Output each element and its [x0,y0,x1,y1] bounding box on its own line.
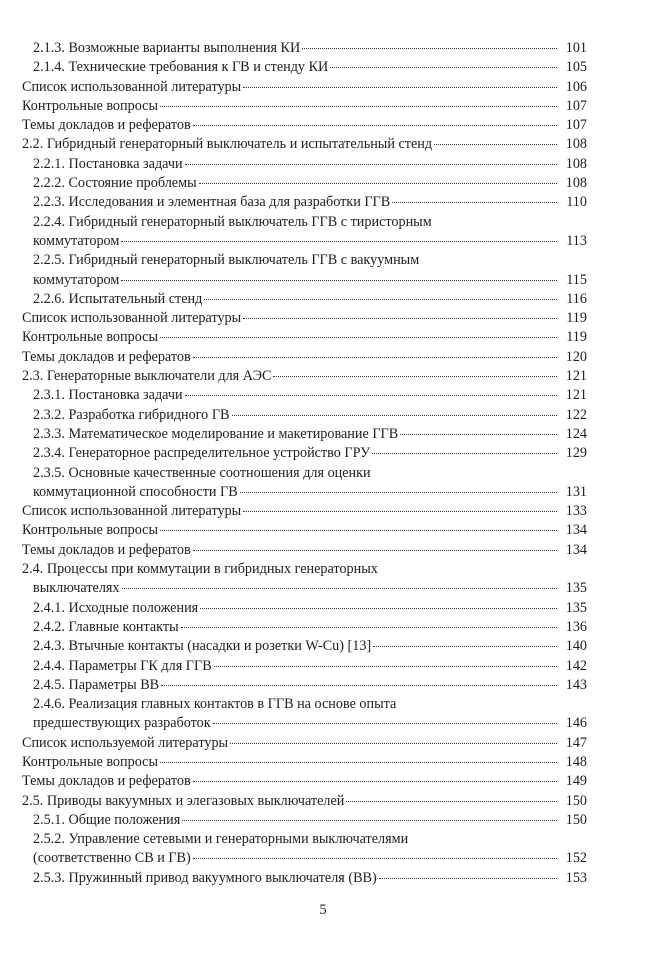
dot-leader [204,299,557,300]
toc-entry-title: предшествующих разработок [33,715,211,732]
toc-entry-page: 113 [566,232,587,249]
dot-leader [185,395,557,396]
dot-leader [346,801,557,802]
toc-entry [22,811,587,830]
toc-entry [22,849,587,868]
dot-leader [373,646,557,647]
toc-entry [22,753,587,772]
toc-entry [22,869,587,888]
toc-entry-title: 2.1.3. Возможные варианты выполнения КИ [33,40,301,56]
dot-leader [372,453,557,454]
toc-entry-title: 2.5.3. Пружинный привод вакуумного выключателя (ВВ) [33,869,377,886]
toc-entry [22,599,587,618]
toc-entry-title: 2.4.5. Параметры ВВ [33,676,160,693]
dot-leader [182,820,557,821]
toc-entry [22,734,587,753]
toc-entry-page: 107 [565,97,587,114]
toc-entry-page: 152 [565,850,587,867]
toc-entry [22,290,587,309]
toc-entry [22,271,587,290]
dot-leader [161,685,557,686]
dot-leader [302,48,557,49]
toc-entry-title: 2.2.1. Постановка задачи [33,155,183,172]
toc-entry [22,97,587,116]
toc-entry-title: 2.2. Гибридный генераторный выключатель и испытательный стенд [22,136,433,153]
toc-entry-title: выключателях [33,580,120,597]
toc-entry [22,213,587,232]
toc-entry-page: 135 [565,580,587,597]
toc-entry-page: 135 [565,599,587,616]
toc-entry-title: 2.2.4. Гибридный генераторный выключатель ГГВ с тиристорным [33,213,432,230]
dot-leader [392,202,557,203]
toc-entry-title: Контрольные вопросы [22,522,158,539]
toc-entry-title: коммутатором [33,232,120,249]
toc-entry [22,309,587,328]
dot-leader [330,67,557,68]
toc-entry [22,193,587,212]
toc-entry [22,714,587,733]
toc-entry-title: 2.3. Генераторные выключатели для АЭС [22,368,272,385]
toc-entry [22,444,587,463]
toc-entry-page: 150 [565,811,587,828]
dot-leader [230,743,557,744]
toc-entry-title: 2.3.4. Генераторное распределительное устройство ГРУ [33,445,371,462]
dot-leader [160,762,557,763]
dot-leader [434,144,557,145]
dot-leader [193,550,557,551]
toc-entry-page: 108 [565,175,587,192]
toc-entry-title: Темы докладов и рефератов [22,773,191,790]
toc-entry-title: 2.4.2. Главные контакты [33,618,179,635]
toc-entry-title: 2.3.3. Математическое моделирование и макетирование ГГВ [33,425,399,442]
toc-entry-title: Список использованной литературы [22,310,242,327]
dot-leader [232,415,558,416]
toc-entry-title: 2.3.2. Разработка гибридного ГВ [33,406,230,423]
toc-entry-page: 101 [565,40,587,56]
toc-entry-page: 110 [566,194,587,211]
dot-leader [273,376,557,377]
toc-entry [22,348,587,367]
toc-entry-title: 2.4.3. Втычные контакты (насадки и розетки W-Cu) [13] [33,638,372,655]
dot-leader [185,164,557,165]
toc-entry-title: 2.2.3. Исследования и элементная база для разработки ГГВ [33,194,391,211]
toc-entry-page: 149 [565,773,587,790]
toc-entry-page: 148 [565,753,587,770]
toc-entry [22,116,587,135]
toc-entry-title: 2.4. Процессы при коммутации в гибридных генераторных [22,561,378,578]
toc-entry-title: 2.2.2. Состояние проблемы [33,175,197,192]
toc-entry [22,772,587,791]
toc-entry-title: коммутационной способности ГВ [33,483,238,500]
toc-entry [22,464,587,483]
toc-entry [22,792,587,811]
toc-entry-page: 134 [565,522,587,539]
toc-entry-page: 124 [565,425,587,442]
toc-entry [22,657,587,676]
toc-entry [22,135,587,154]
dot-leader [193,781,557,782]
dot-leader [243,511,557,512]
toc-entry-page: 119 [566,310,587,327]
toc-entry-title: (соответственно СВ и ГВ) [33,850,191,867]
toc-entry [22,251,587,270]
toc-entry-title: 2.2.6. Испытательный стенд [33,290,203,307]
dot-leader [121,280,557,281]
toc-entry-page: 150 [565,792,587,809]
dot-leader [199,183,557,184]
toc-entry [22,155,587,174]
toc-entry-page: 131 [565,483,587,500]
toc-entry-title: 2.4.6. Реализация главных контактов в ГГВ на основе опыта [33,696,397,713]
dot-leader [243,87,557,88]
dot-leader [200,608,557,609]
toc-entry-title: Список используемой литературы [22,734,229,751]
toc-entry [22,406,587,425]
toc-entry-page: 134 [565,541,587,558]
dot-leader [400,434,557,435]
toc-entry-page: 106 [565,78,587,95]
toc-entry [22,676,587,695]
dot-leader [122,588,557,589]
dot-leader [379,878,557,879]
toc-entry-title: Контрольные вопросы [22,329,158,346]
toc-entry [22,830,587,849]
toc-entry-page: 146 [565,715,587,732]
toc-entry-title: Список использованной литературы [22,78,242,95]
toc-entry-title: Список использованной литературы [22,503,242,520]
dot-leader [181,627,557,628]
toc-entry-page: 153 [565,869,587,886]
toc-entry-page: 143 [565,676,587,693]
toc-entry-page: 133 [565,503,587,520]
toc-entry [22,579,587,598]
dot-leader [213,723,557,724]
toc-entry-title: 2.1.4. Технические требования к ГВ и стенду КИ [33,59,329,76]
toc-entry-page: 120 [565,348,587,365]
toc-entry-page: 140 [565,638,587,655]
toc-entry-title: Темы докладов и рефератов [22,117,191,134]
toc-entry-page: 147 [565,734,587,751]
toc-entry-page: 129 [565,445,587,462]
toc-entry-title: Контрольные вопросы [22,97,158,114]
toc-entry-title: 2.4.4. Параметры ГК для ГГВ [33,657,212,674]
toc-entry-title: коммутатором [33,271,120,288]
toc-entry [22,386,587,405]
dot-leader [160,337,557,338]
toc-entry-page: 119 [566,329,587,346]
toc-entry [22,618,587,637]
dot-leader [214,666,557,667]
toc-entry-title: 2.4.1. Исходные положения [33,599,199,616]
toc-entry [22,328,587,347]
toc-entry-title: 2.5. Приводы вакуумных и элегазовых выключателей [22,792,345,809]
dot-leader [243,318,557,319]
toc-entry [22,78,587,97]
toc-entry-page: 116 [566,290,587,307]
toc-entry-page: 108 [565,136,587,153]
toc-entry [22,695,587,714]
toc-entry-title: 2.3.5. Основные качественные соотношения для оценки [33,464,371,481]
toc-entry [22,521,587,540]
toc-entry-page: 136 [565,618,587,635]
toc-entry-title: Темы докладов и рефератов [22,541,191,558]
dot-leader [160,530,557,531]
toc-entry-page: 142 [565,657,587,674]
toc-entry [22,541,587,560]
dot-leader [160,106,557,107]
toc-entry [22,232,587,251]
toc-entry [22,39,587,58]
dot-leader [193,125,557,126]
toc-entry-title: Контрольные вопросы [22,753,158,770]
toc-entry-page: 115 [566,271,587,288]
table-of-contents [22,39,587,888]
toc-entry-page: 122 [565,406,587,423]
dot-leader [240,492,557,493]
toc-entry-title: 2.5.2. Управление сетевыми и генераторными выключателями [33,831,409,848]
dot-leader [193,858,557,859]
toc-entry-title: 2.5.1. Общие положения [33,811,181,828]
toc-entry-page: 107 [565,117,587,134]
toc-entry-page: 121 [565,368,587,385]
toc-entry [22,560,587,579]
toc-entry-title: 2.2.5. Гибридный генераторный выключатель ГГВ с вакуумным [33,252,420,269]
toc-entry [22,58,587,77]
toc-entry-page: 105 [565,59,587,76]
toc-entry [22,637,587,656]
toc-entry-page: 121 [565,387,587,404]
toc-entry [22,425,587,444]
toc-entry-title: Темы докладов и рефератов [22,348,191,365]
toc-entry [22,502,587,521]
toc-entry-title: 2.3.1. Постановка задачи [33,387,183,404]
dot-leader [193,357,557,358]
page-number: 5 [319,902,327,918]
toc-entry [22,174,587,193]
toc-entry [22,483,587,502]
dot-leader [121,241,557,242]
toc-entry-page: 108 [565,155,587,172]
toc-entry [22,367,587,386]
